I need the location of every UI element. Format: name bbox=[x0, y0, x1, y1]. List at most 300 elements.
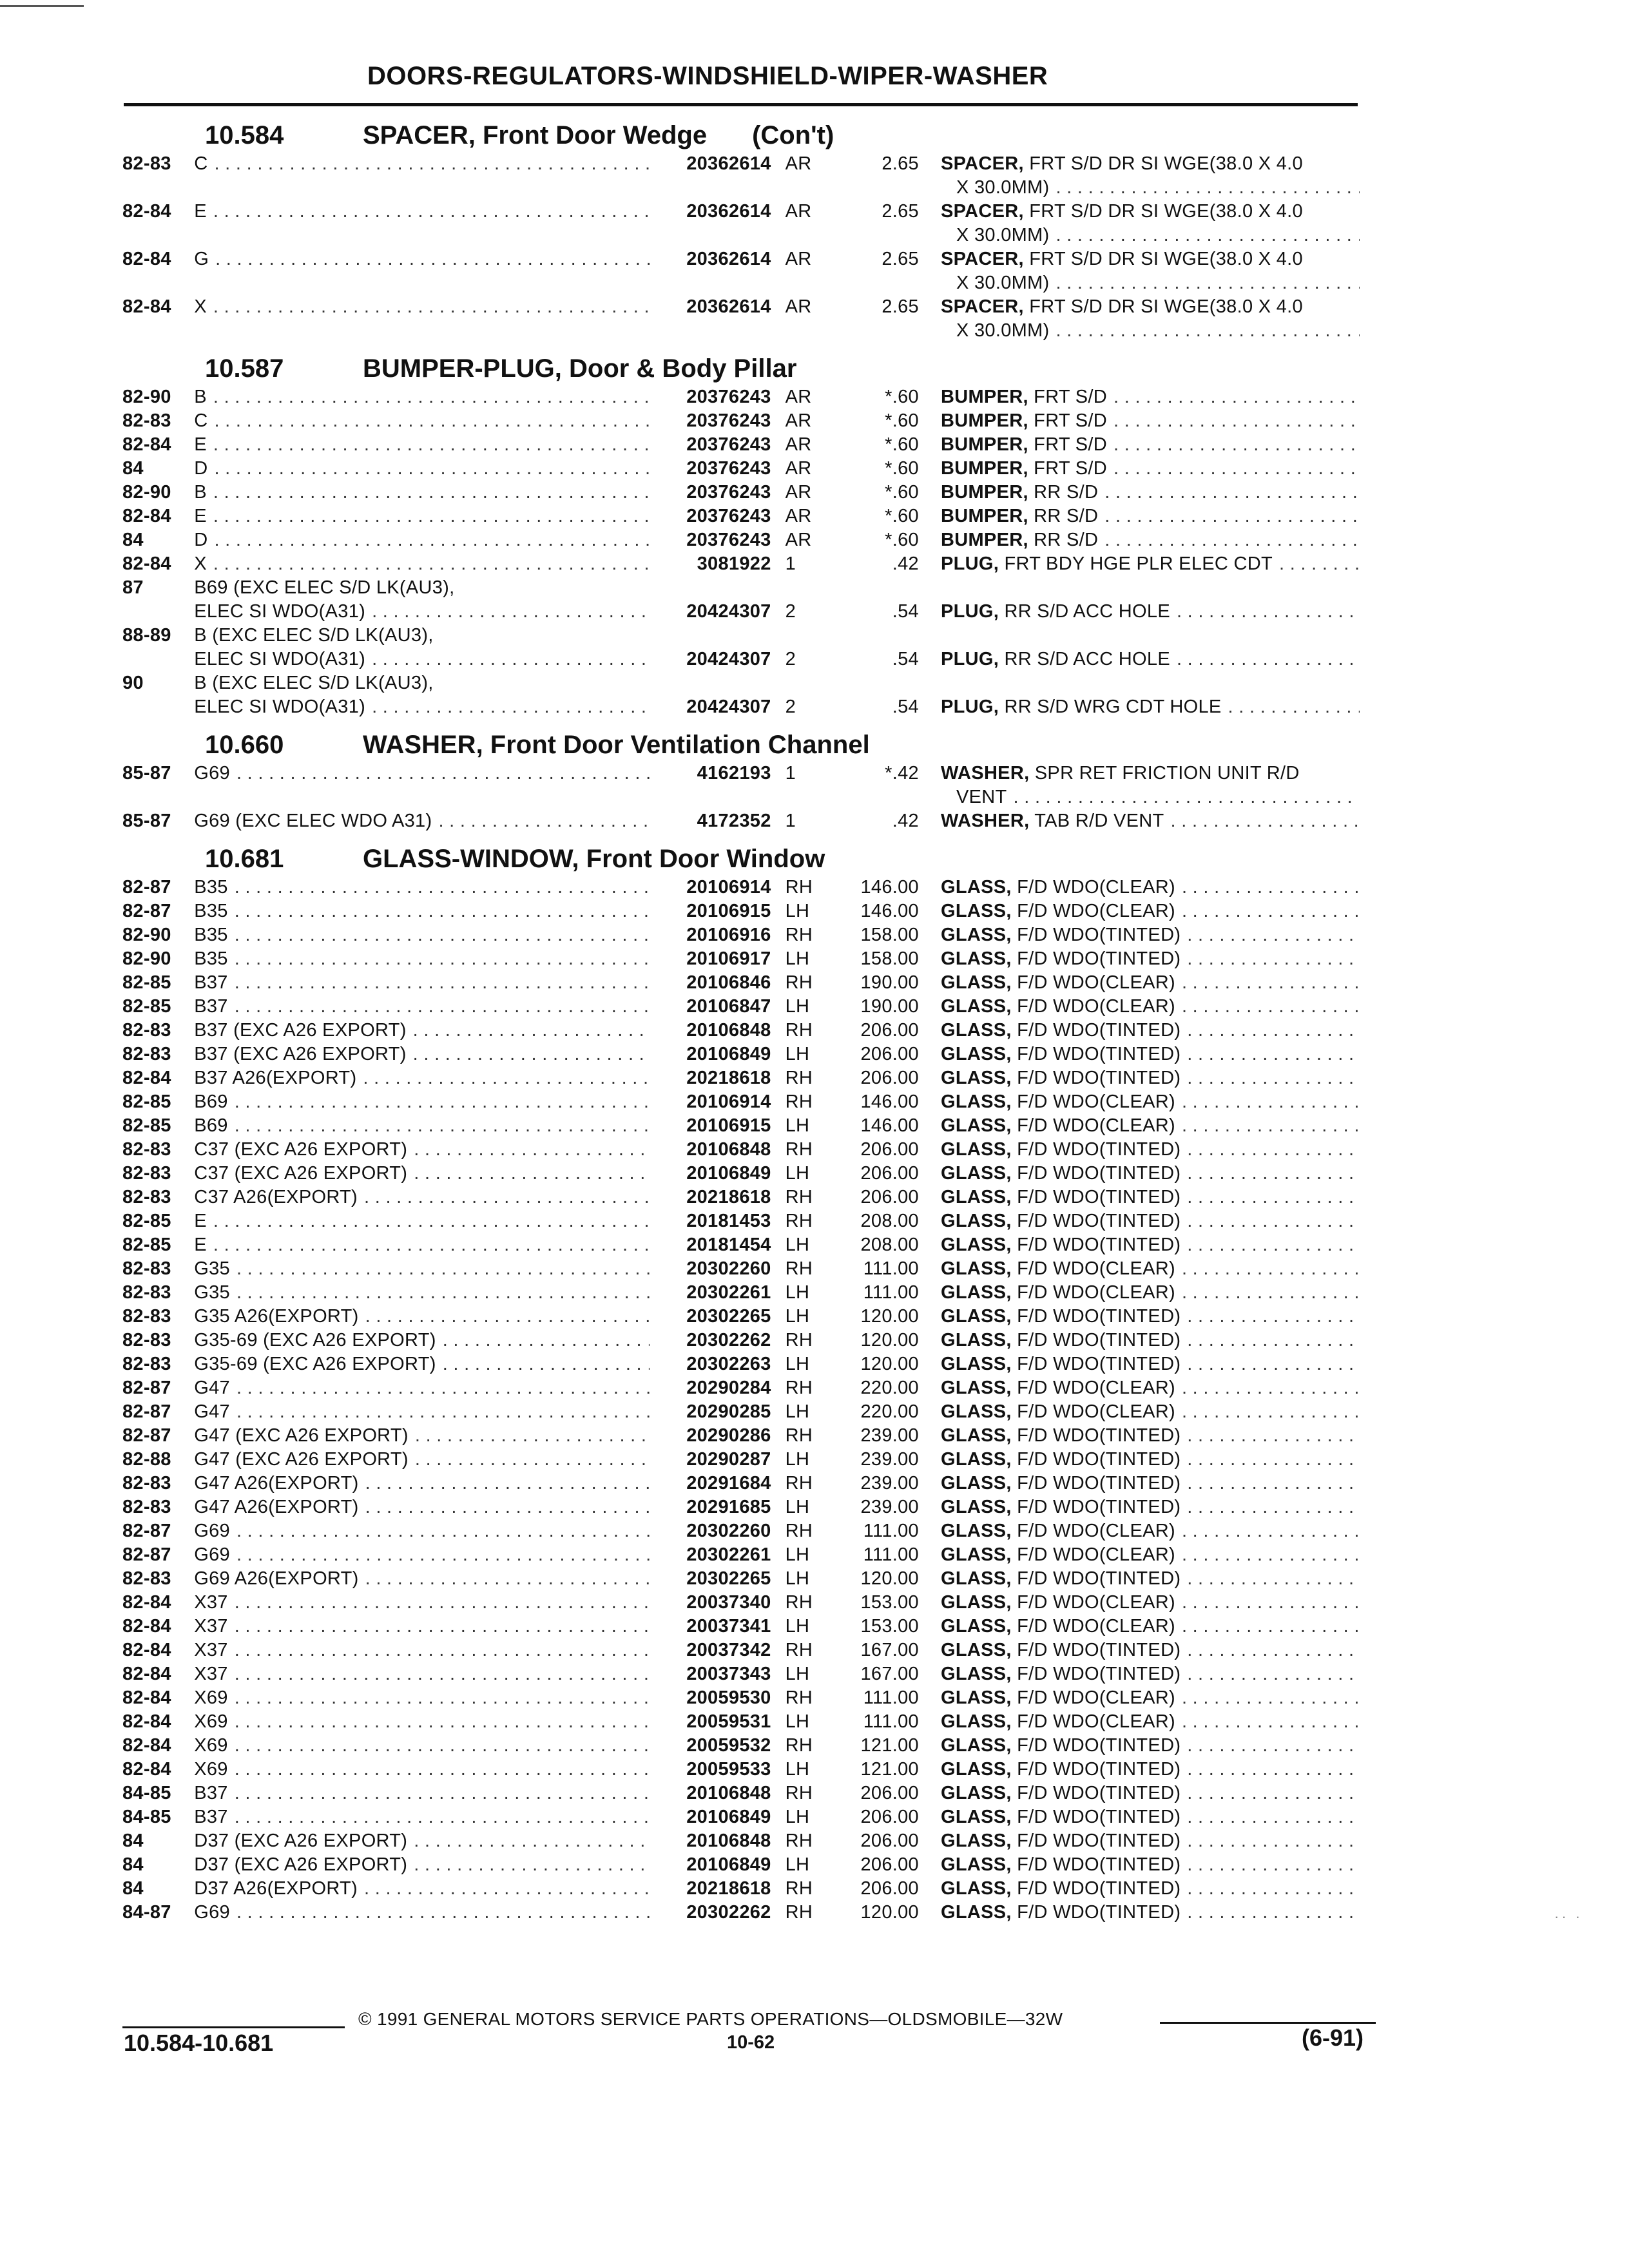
usage-lines bbox=[194, 1495, 655, 1519]
usage-cell bbox=[194, 528, 655, 552]
description-text: GLASS, F/D WDO(TINTED) bbox=[940, 1759, 1181, 1780]
description-keyword: GLASS, bbox=[940, 1640, 1012, 1660]
description-text: GLASS, F/D WDO(CLEAR) bbox=[940, 901, 1175, 921]
parts-row bbox=[122, 1639, 1366, 1662]
section-title: GLASS-WINDOW, Front Door Window bbox=[363, 845, 825, 873]
usage-line bbox=[194, 1233, 655, 1257]
usage-lines bbox=[194, 1162, 655, 1186]
usage-lines bbox=[194, 1233, 655, 1257]
usage-text: X bbox=[194, 553, 207, 574]
price: 111.00 bbox=[863, 1711, 919, 1732]
section-heading bbox=[122, 833, 1366, 876]
part-number: 20376243 bbox=[686, 506, 771, 526]
description-text: GLASS, F/D WDO(CLEAR) bbox=[940, 996, 1175, 1017]
description-keyword: GLASS, bbox=[940, 1378, 1012, 1398]
usage-text: B37 A26(EXPORT) bbox=[194, 1068, 357, 1088]
description-text: GLASS, F/D WDO(TINTED) bbox=[940, 1163, 1181, 1184]
description-line bbox=[941, 1901, 1366, 1925]
usage-text: G35 A26(EXPORT) bbox=[194, 1306, 359, 1327]
price: 206.00 bbox=[860, 1020, 919, 1041]
usage-lines bbox=[194, 1686, 655, 1710]
dot-leader bbox=[213, 295, 650, 319]
part-number: 20106848 bbox=[686, 1831, 771, 1851]
dot-leader bbox=[414, 1853, 649, 1877]
parts-row bbox=[122, 762, 1366, 809]
usage-line bbox=[194, 1448, 655, 1472]
quantity: LH bbox=[785, 901, 810, 921]
price: 111.00 bbox=[863, 1521, 919, 1541]
model-years: 84-85 bbox=[122, 1807, 171, 1827]
usage-lines bbox=[194, 923, 655, 947]
parts-row bbox=[122, 1901, 1366, 1925]
dot-leader bbox=[213, 481, 650, 505]
dot-leader bbox=[214, 457, 649, 481]
usage-lines bbox=[194, 1519, 655, 1543]
usage-text: D bbox=[194, 458, 208, 479]
price: 120.00 bbox=[860, 1330, 919, 1350]
description-line bbox=[941, 224, 1366, 247]
usage-text: B35 bbox=[194, 948, 228, 969]
usage-cell bbox=[194, 971, 655, 995]
description-line bbox=[941, 1782, 1366, 1805]
price: 206.00 bbox=[860, 1044, 919, 1064]
dot-leader bbox=[1187, 923, 1360, 947]
usage-text: B37 bbox=[194, 1807, 228, 1827]
part-number: 20106848 bbox=[686, 1783, 771, 1803]
part-number: 20362614 bbox=[686, 201, 771, 222]
description-keyword: BUMPER, bbox=[940, 387, 1028, 407]
part-number: 20106848 bbox=[686, 1139, 771, 1160]
usage-cell bbox=[194, 1853, 655, 1877]
usage-text: G47 A26(EXPORT) bbox=[194, 1497, 359, 1517]
usage-cell bbox=[194, 1352, 655, 1376]
model-years: 82-83 bbox=[122, 1497, 171, 1517]
part-number: 20376243 bbox=[686, 434, 771, 455]
description-keyword: GLASS, bbox=[940, 1306, 1012, 1327]
dot-leader bbox=[235, 1615, 650, 1639]
description-cell bbox=[919, 295, 1366, 343]
usage-line bbox=[194, 1066, 655, 1090]
usage-line bbox=[194, 624, 655, 648]
part-number: 20106848 bbox=[686, 1020, 771, 1041]
usage-cell bbox=[194, 1281, 655, 1305]
usage-lines bbox=[194, 200, 655, 224]
dot-leader bbox=[1187, 1805, 1360, 1829]
page-title: DOORS-REGULATORS-WINDSHIELD-WIPER-WASHER bbox=[367, 62, 1048, 90]
part-number: 20106914 bbox=[686, 877, 771, 898]
model-years: 82-84 bbox=[122, 1664, 171, 1684]
description-keyword: WASHER, bbox=[940, 811, 1030, 831]
dot-leader bbox=[235, 1805, 650, 1829]
usage-lines bbox=[194, 1400, 655, 1424]
usage-cell bbox=[194, 624, 655, 671]
usage-line bbox=[194, 1209, 655, 1233]
usage-lines bbox=[194, 457, 655, 481]
description-line bbox=[941, 899, 1366, 923]
usage-text: B37 bbox=[194, 972, 228, 993]
usage-line bbox=[194, 1829, 655, 1853]
dot-leader bbox=[1182, 876, 1360, 899]
quantity: AR bbox=[785, 482, 812, 503]
description-keyword: GLASS, bbox=[940, 1449, 1012, 1470]
model-years: 82-85 bbox=[122, 1211, 171, 1231]
dot-leader bbox=[235, 995, 650, 1019]
usage-lines bbox=[194, 995, 655, 1019]
usage-cell bbox=[194, 899, 655, 923]
model-years: 84 bbox=[122, 1854, 144, 1875]
usage-text: B69 bbox=[194, 1115, 228, 1136]
description-cell bbox=[919, 1901, 1366, 1925]
usage-lines bbox=[194, 409, 655, 433]
part-number: 4172352 bbox=[697, 811, 771, 831]
part-number: 20362614 bbox=[686, 153, 771, 174]
description-line bbox=[941, 1090, 1366, 1114]
price: 158.00 bbox=[860, 948, 919, 969]
usage-line bbox=[194, 200, 655, 224]
price: 153.00 bbox=[860, 1592, 919, 1613]
usage-cell bbox=[194, 1615, 655, 1639]
usage-text: X69 bbox=[194, 1759, 228, 1780]
parts-row bbox=[122, 1186, 1366, 1209]
dot-leader bbox=[213, 1209, 650, 1233]
quantity: LH bbox=[785, 1401, 810, 1422]
parts-row bbox=[122, 1472, 1366, 1495]
usage-line bbox=[194, 1472, 655, 1495]
price: 206.00 bbox=[860, 1783, 919, 1803]
footer-rule-left bbox=[122, 2026, 345, 2028]
description-text: GLASS, F/D WDO(TINTED) bbox=[940, 1449, 1181, 1470]
usage-line bbox=[194, 1805, 655, 1829]
usage-text: C37 (EXC A26 EXPORT) bbox=[194, 1163, 408, 1184]
usage-cell bbox=[194, 1186, 655, 1209]
parts-row bbox=[122, 809, 1366, 833]
usage-line bbox=[194, 600, 655, 624]
description-cell bbox=[919, 552, 1366, 576]
price: 206.00 bbox=[860, 1187, 919, 1207]
description-cell bbox=[919, 1352, 1366, 1376]
description-keyword: GLASS, bbox=[940, 901, 1012, 921]
usage-cell bbox=[194, 576, 655, 624]
description-line bbox=[941, 409, 1366, 433]
usage-lines bbox=[194, 1805, 655, 1829]
quantity: AR bbox=[785, 153, 812, 174]
usage-text: B bbox=[194, 482, 207, 503]
description-line bbox=[941, 1066, 1366, 1090]
description-line bbox=[941, 385, 1366, 409]
usage-line bbox=[194, 1710, 655, 1734]
description-text: GLASS, F/D WDO(CLEAR) bbox=[940, 972, 1175, 993]
description-text: GLASS, F/D WDO(TINTED) bbox=[940, 1831, 1181, 1851]
dot-leader bbox=[1187, 1448, 1360, 1472]
description-text: GLASS, F/D WDO(TINTED) bbox=[940, 1854, 1181, 1875]
description-keyword: GLASS, bbox=[940, 1425, 1012, 1446]
quantity: AR bbox=[785, 506, 812, 526]
usage-lines bbox=[194, 295, 655, 319]
usage-cell bbox=[194, 1782, 655, 1805]
description-keyword: PLUG, bbox=[940, 553, 999, 574]
description-line bbox=[941, 809, 1366, 833]
dot-leader bbox=[413, 1043, 650, 1066]
part-number: 20302261 bbox=[686, 1282, 771, 1303]
description-text: GLASS, F/D WDO(CLEAR) bbox=[940, 1616, 1175, 1637]
usage-line bbox=[194, 923, 655, 947]
description-line bbox=[941, 1829, 1366, 1853]
description-text: BUMPER, FRT S/D bbox=[940, 458, 1108, 479]
parts-row bbox=[122, 247, 1366, 295]
usage-text: B35 bbox=[194, 901, 228, 921]
dot-leader bbox=[415, 1448, 650, 1472]
description-keyword: GLASS, bbox=[940, 1568, 1012, 1589]
usage-text: X69 bbox=[194, 1687, 228, 1708]
quantity: RH bbox=[785, 1258, 813, 1279]
dot-leader bbox=[236, 1281, 650, 1305]
description-cell bbox=[919, 876, 1366, 899]
description-cell bbox=[919, 1257, 1366, 1281]
usage-line bbox=[194, 1376, 655, 1400]
usage-cell bbox=[194, 1805, 655, 1829]
part-number: 20106915 bbox=[686, 901, 771, 921]
price: 190.00 bbox=[860, 996, 919, 1017]
description-line bbox=[941, 785, 1366, 809]
part-number: 20302262 bbox=[686, 1902, 771, 1923]
usage-line bbox=[194, 1114, 655, 1138]
parts-row bbox=[122, 1782, 1366, 1805]
usage-cell bbox=[194, 809, 655, 833]
model-years: 82-83 bbox=[122, 1139, 171, 1160]
description-keyword: BUMPER, bbox=[940, 434, 1028, 455]
parts-row bbox=[122, 1758, 1366, 1782]
usage-lines bbox=[194, 762, 655, 785]
usage-cell bbox=[194, 200, 655, 224]
model-years: 82-83 bbox=[122, 1163, 171, 1184]
model-years: 82-84 bbox=[122, 201, 171, 222]
price: .54 bbox=[892, 649, 919, 669]
description-line bbox=[941, 1472, 1366, 1495]
model-years: 82-87 bbox=[122, 1425, 171, 1446]
usage-line bbox=[194, 1639, 655, 1662]
description-text: GLASS, F/D WDO(TINTED) bbox=[940, 1020, 1181, 1041]
usage-line bbox=[194, 1853, 655, 1877]
dot-leader bbox=[1113, 433, 1360, 457]
usage-lines bbox=[194, 152, 655, 176]
dot-leader bbox=[1182, 1591, 1360, 1615]
usage-cell bbox=[194, 1901, 655, 1925]
description-cell bbox=[919, 1686, 1366, 1710]
section-number: 10.681 bbox=[205, 845, 284, 873]
description-text: GLASS, F/D WDO(CLEAR) bbox=[940, 1544, 1175, 1565]
description-line bbox=[941, 1519, 1366, 1543]
dot-leader bbox=[213, 385, 650, 409]
price: 206.00 bbox=[860, 1854, 919, 1875]
usage-text: G69 (EXC ELEC WDO A31) bbox=[194, 811, 432, 831]
usage-line bbox=[194, 1686, 655, 1710]
dot-leader bbox=[1182, 971, 1360, 995]
price: 153.00 bbox=[860, 1616, 919, 1637]
usage-text: X69 bbox=[194, 1711, 228, 1732]
description-line bbox=[941, 247, 1366, 271]
description-text: GLASS, F/D WDO(TINTED) bbox=[940, 1139, 1181, 1160]
dot-leader bbox=[365, 1305, 650, 1329]
usage-lines bbox=[194, 1305, 655, 1329]
dot-leader bbox=[1182, 1114, 1360, 1138]
quantity: RH bbox=[785, 1902, 813, 1923]
description-text: GLASS, F/D WDO(TINTED) bbox=[940, 1425, 1181, 1446]
dot-leader bbox=[1187, 1019, 1360, 1043]
description-text: PLUG, FRT BDY HGE PLR ELEC CDT bbox=[940, 553, 1273, 574]
parts-row bbox=[122, 385, 1366, 409]
description-keyword: GLASS, bbox=[940, 1735, 1012, 1756]
description-cell bbox=[919, 1209, 1366, 1233]
usage-line bbox=[194, 1257, 655, 1281]
quantity: 2 bbox=[785, 601, 796, 622]
description-keyword: GLASS, bbox=[940, 1330, 1012, 1350]
parts-row bbox=[122, 1519, 1366, 1543]
part-number: 20376243 bbox=[686, 458, 771, 479]
usage-lines bbox=[194, 1376, 655, 1400]
quantity: LH bbox=[785, 1115, 810, 1136]
part-number: 20376243 bbox=[686, 482, 771, 503]
usage-cell bbox=[194, 1472, 655, 1495]
parts-row bbox=[122, 1090, 1366, 1114]
usage-cell bbox=[194, 1448, 655, 1472]
description-cell bbox=[919, 481, 1366, 505]
description-line bbox=[941, 1233, 1366, 1257]
quantity: RH bbox=[785, 1878, 813, 1899]
parts-listing bbox=[122, 110, 1366, 1925]
quantity: RH bbox=[785, 1425, 813, 1446]
price: 239.00 bbox=[860, 1497, 919, 1517]
usage-cell bbox=[194, 457, 655, 481]
description-text: GLASS, F/D WDO(TINTED) bbox=[940, 1235, 1181, 1255]
parts-row bbox=[122, 1543, 1366, 1567]
model-years: 82-84 bbox=[122, 1687, 171, 1708]
description-cell bbox=[919, 947, 1366, 971]
price: 220.00 bbox=[860, 1401, 919, 1422]
description-text: GLASS, F/D WDO(CLEAR) bbox=[940, 1378, 1175, 1398]
description-cell bbox=[919, 762, 1366, 809]
model-years: 82-85 bbox=[122, 1115, 171, 1136]
footer-rule-right bbox=[1160, 2022, 1376, 2024]
dot-leader bbox=[1187, 1043, 1360, 1066]
usage-line bbox=[194, 481, 655, 505]
description-cell bbox=[919, 923, 1366, 947]
quantity: RH bbox=[785, 1640, 813, 1660]
quantity: LH bbox=[785, 1759, 810, 1780]
dot-leader bbox=[235, 1090, 650, 1114]
usage-lines bbox=[194, 1710, 655, 1734]
description-cell bbox=[919, 1567, 1366, 1591]
description-cell bbox=[919, 1376, 1366, 1400]
model-years: 82-83 bbox=[122, 1473, 171, 1494]
dot-leader bbox=[235, 947, 650, 971]
quantity: AR bbox=[785, 434, 812, 455]
parts-row bbox=[122, 876, 1366, 899]
quantity: LH bbox=[785, 1354, 810, 1374]
parts-row bbox=[122, 1567, 1366, 1591]
usage-text: C bbox=[194, 410, 208, 431]
quantity: RH bbox=[785, 1091, 813, 1112]
dot-leader bbox=[1187, 1639, 1360, 1662]
usage-lines bbox=[194, 971, 655, 995]
usage-lines bbox=[194, 505, 655, 528]
part-number: 20290287 bbox=[686, 1449, 771, 1470]
price: 146.00 bbox=[860, 1115, 919, 1136]
part-number: 20106847 bbox=[686, 996, 771, 1017]
part-number: 20290286 bbox=[686, 1425, 771, 1446]
part-number: 20302262 bbox=[686, 1330, 771, 1350]
part-number: 20037343 bbox=[686, 1664, 771, 1684]
model-years: 82-84 bbox=[122, 1616, 171, 1637]
part-number: 20106849 bbox=[686, 1044, 771, 1064]
dot-leader bbox=[236, 1257, 650, 1281]
usage-lines bbox=[194, 1257, 655, 1281]
usage-cell bbox=[194, 1543, 655, 1567]
price: 206.00 bbox=[860, 1878, 919, 1899]
parts-row bbox=[122, 1209, 1366, 1233]
description-text: BUMPER, FRT S/D bbox=[940, 387, 1108, 407]
description-keyword: GLASS, bbox=[940, 948, 1012, 969]
dot-leader bbox=[1187, 1305, 1360, 1329]
description-cell bbox=[919, 1090, 1366, 1114]
usage-lines bbox=[194, 876, 655, 899]
price: .42 bbox=[892, 811, 919, 831]
price: 111.00 bbox=[863, 1258, 919, 1279]
description-text: GLASS, F/D WDO(TINTED) bbox=[940, 1211, 1181, 1231]
dot-leader bbox=[235, 1710, 650, 1734]
usage-text: B35 bbox=[194, 877, 228, 898]
description-line bbox=[941, 1662, 1366, 1686]
description-keyword: GLASS, bbox=[940, 925, 1012, 945]
usage-text: G69 bbox=[194, 1521, 230, 1541]
parts-row bbox=[122, 200, 1366, 247]
model-years: 82-83 bbox=[122, 1568, 171, 1589]
dot-leader bbox=[236, 1376, 650, 1400]
description-cell bbox=[919, 152, 1366, 200]
dot-leader bbox=[1104, 481, 1360, 505]
description-text: BUMPER, RR S/D bbox=[940, 506, 1099, 526]
dot-leader bbox=[1113, 409, 1360, 433]
description-line bbox=[941, 600, 1366, 624]
part-number: 20181454 bbox=[686, 1235, 771, 1255]
dot-leader bbox=[365, 1495, 650, 1519]
description-text: GLASS, F/D WDO(TINTED) bbox=[940, 925, 1181, 945]
description-keyword: BUMPER, bbox=[940, 530, 1028, 550]
price: 206.00 bbox=[860, 1068, 919, 1088]
usage-line bbox=[194, 1019, 655, 1043]
price: 2.65 bbox=[882, 296, 919, 317]
description-cell bbox=[919, 409, 1366, 433]
model-years: 82-84 bbox=[122, 1759, 171, 1780]
usage-lines bbox=[194, 1448, 655, 1472]
usage-text: C bbox=[194, 153, 208, 174]
parts-row bbox=[122, 1424, 1366, 1448]
model-years: 84 bbox=[122, 1878, 144, 1899]
usage-cell bbox=[194, 1495, 655, 1519]
section-number: 10.587 bbox=[205, 354, 284, 383]
quantity: AR bbox=[785, 296, 812, 317]
price: 167.00 bbox=[860, 1664, 919, 1684]
description-cell bbox=[919, 1877, 1366, 1901]
usage-line bbox=[194, 1782, 655, 1805]
dot-leader bbox=[1182, 1615, 1360, 1639]
dot-leader bbox=[235, 1114, 650, 1138]
usage-line bbox=[194, 876, 655, 899]
description-line bbox=[941, 1853, 1366, 1877]
description-keyword: GLASS, bbox=[940, 1687, 1012, 1708]
usage-cell bbox=[194, 762, 655, 785]
description-line bbox=[941, 1877, 1366, 1901]
model-years: 82-87 bbox=[122, 1521, 171, 1541]
